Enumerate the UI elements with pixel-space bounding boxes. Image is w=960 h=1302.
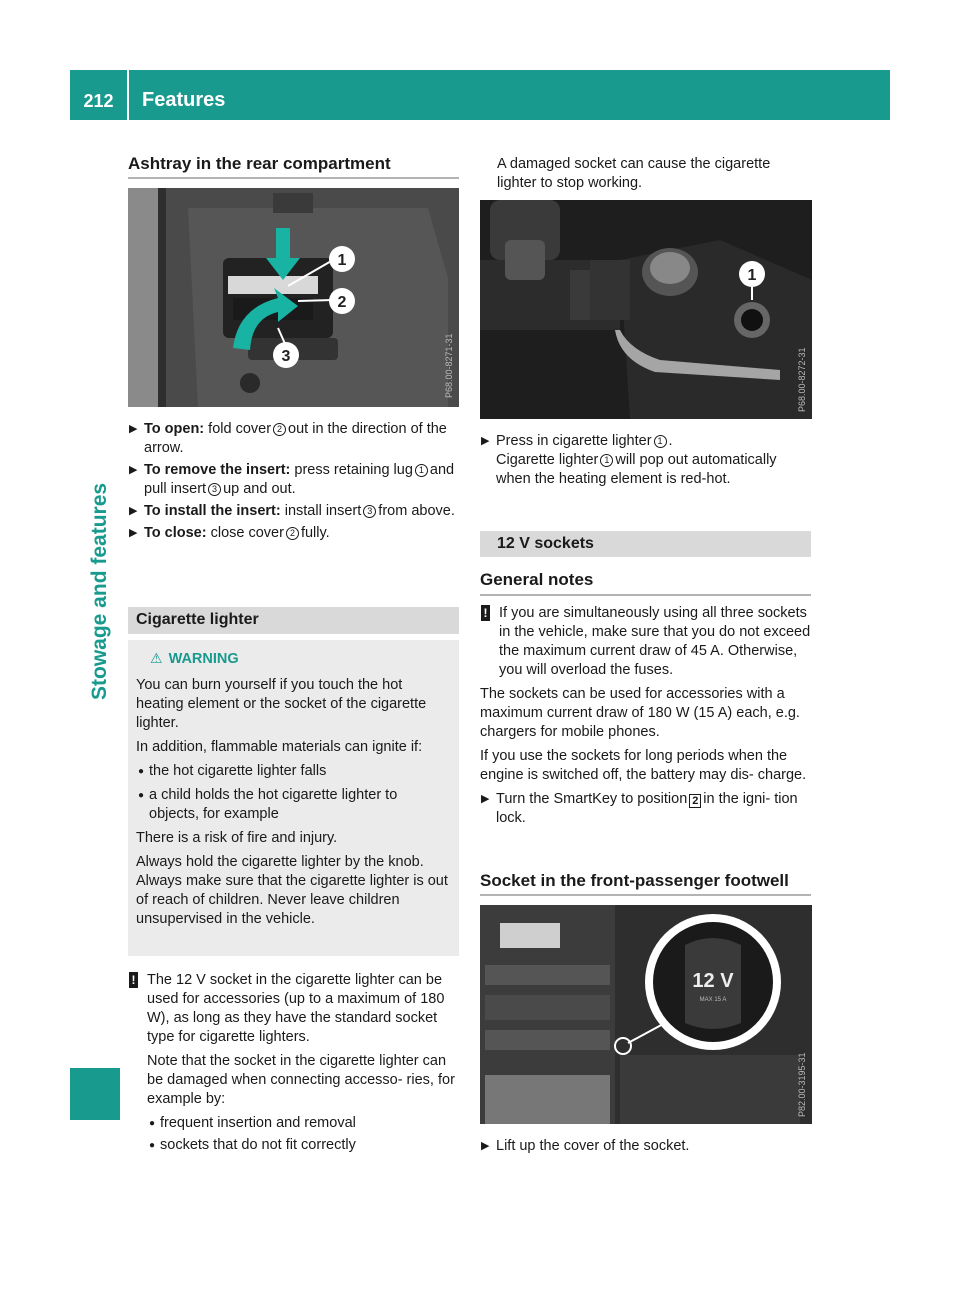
arrow-icon: ▶ xyxy=(129,505,138,517)
svg-text:3: 3 xyxy=(281,348,291,365)
warning-text-3: There is a risk of fire and injury. xyxy=(136,830,338,846)
warning-icon: ⚠ xyxy=(150,650,163,666)
general-notes-rule xyxy=(480,594,811,596)
general-notes-heading: General notes xyxy=(480,570,594,589)
socket-sub-label: MAX 15 A xyxy=(699,997,727,1003)
warning-heading: ⚠ WARNING xyxy=(150,650,239,667)
sidebar-label xyxy=(80,120,120,700)
arrow-icon: ▶ xyxy=(129,423,138,435)
note-bullet: ● frequent insertion and removal xyxy=(149,1115,356,1131)
cigarette-image-code: P68.00-8272-31 xyxy=(797,347,807,412)
page-number: 212 xyxy=(83,91,114,111)
general-notes-body xyxy=(480,604,812,828)
footwell-rule xyxy=(480,894,811,896)
step-remove-insert: ▶ To remove the insert: press retaining lug 1 and pull insert 3 up and out. xyxy=(129,462,455,497)
general-notes-heading-block xyxy=(480,570,812,590)
smartkey-step: ▶ Turn the SmartKey to position 2 in the igni- tion lock. xyxy=(481,791,798,826)
socket-label: 12 V xyxy=(692,970,734,992)
warning-box xyxy=(128,640,459,956)
footwell-image-code: P82.00-3195-31 xyxy=(797,1052,807,1117)
cigarette-heading: Cigarette lighter xyxy=(128,607,459,634)
svg-text:1: 1 xyxy=(747,267,757,284)
note-bullet: ● sockets that do not fit correctly xyxy=(149,1137,356,1153)
arrow-icon: ▶ xyxy=(481,1140,490,1152)
cigarette-lighter-image xyxy=(480,200,812,419)
ashtray-heading-block xyxy=(128,154,459,174)
arrow-icon: ▶ xyxy=(481,793,490,805)
ashtray-image xyxy=(128,188,459,407)
ashtray-image-code: P68.00-8271-31 xyxy=(444,333,454,398)
exclamation-icon: ! xyxy=(481,605,490,621)
arrow-icon: ▶ xyxy=(481,435,490,447)
exclamation-icon: ! xyxy=(129,972,138,988)
header-divider xyxy=(127,70,129,120)
step-install-insert: ▶ To install the insert: install insert 3 from above. xyxy=(129,503,455,519)
step-close: ▶ To close: close cover 2 fully. xyxy=(129,525,330,541)
ashtray-steps xyxy=(128,420,459,543)
footwell-socket-image xyxy=(480,905,812,1124)
note-text-2: Note that the socket in the cigarette lighter can be damaged when connecting accesso- ries, for example by: xyxy=(147,1053,455,1107)
sockets-text-2: If you use the sockets for long periods when the engine is switched off, the battery may dis- charge. xyxy=(480,748,807,783)
sidebar-marker xyxy=(70,1068,120,1120)
lift-cover-step: ▶ Lift up the cover of the socket. xyxy=(481,1138,690,1154)
svg-text:1: 1 xyxy=(337,252,347,269)
page-title: Features xyxy=(142,89,226,111)
footwell-heading: Socket in the front-passenger footwell xyxy=(480,871,789,890)
ashtray-heading: Ashtray in the rear compartment xyxy=(128,154,391,173)
step-open: ▶ To open: fold cover 2 out in the direction of the arrow. xyxy=(129,421,447,456)
warning-bullet: ● a child holds the hot cigarette lighter to objects, for example xyxy=(138,787,398,822)
note-block: ! The 12 V socket in the cigarette lighter can be used for accessories (up to a maximum of 180 W), as long as they have the standard socket type for cigarette lighters. xyxy=(128,971,459,1047)
ashtray-heading-rule xyxy=(128,177,459,179)
arrow-icon: ▶ xyxy=(129,464,138,476)
svg-text:2: 2 xyxy=(337,294,347,311)
damaged-socket-text: A damaged socket can cause the cigarette lighter to stop working. xyxy=(497,156,771,191)
page-header xyxy=(70,70,890,120)
warning-text-2: In addition, flammable materials can ignite if: xyxy=(136,739,423,755)
warning-bullet: ● the hot cigarette lighter falls xyxy=(138,763,327,779)
warning-text-1: You can burn yourself if you touch the hot heating element or the socket of the cigarette lighter. xyxy=(136,677,427,731)
cigarette-note xyxy=(128,971,459,1155)
sockets-heading: 12 V sockets xyxy=(480,531,811,557)
press-lighter-step: ▶ Press in cigarette lighter 1 . Cigarette lighter 1 will pop out automatically when the heating element is red-hot. xyxy=(481,433,777,487)
overload-note: ! If you are simultaneously using all three sockets in the vehicle, make sure that you do not exceed the maximum current draw of 45 A. Otherwise, you will overload the fuses. xyxy=(480,604,812,680)
warning-text-4: Always hold the cigarette lighter by the knob. Always make sure that the cigarette lighter is out of reach of children. Never leave children unsupervised in the vehicle. xyxy=(136,854,448,927)
arrow-icon: ▶ xyxy=(129,527,138,539)
sidebar-label-text: Stowage and features xyxy=(88,482,111,700)
sockets-text-1: The sockets can be used for accessories with a maximum current draw of 180 W (15 A) each, e.g. chargers for mobile phones. xyxy=(480,686,800,740)
footwell-heading-block xyxy=(480,871,812,891)
